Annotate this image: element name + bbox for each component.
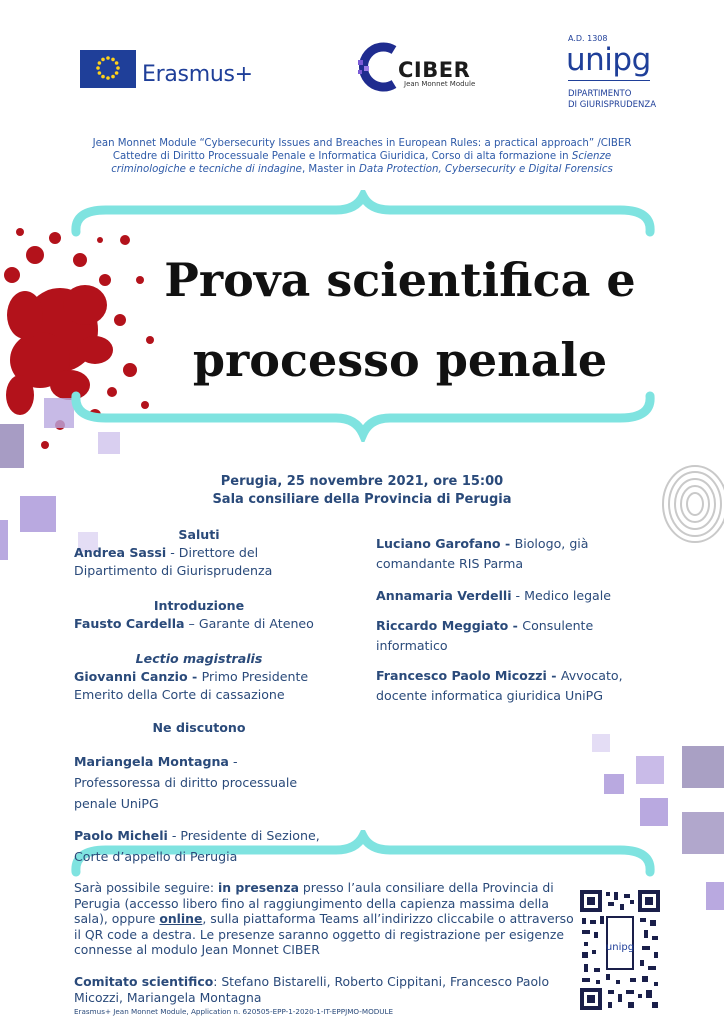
- unipg-logo: unipg: [566, 42, 651, 78]
- speakers-left: Saluti Andrea Sassi - Direttore del Dipartimento di Giurisprudenza Introduzione Fausto Cardella – Garante di Ateneo Lectio magistralis Giovanni Canzio - Primo Presidente Emerito della Corte di cassazione Ne discutono Mariangela Montagna - Professoressa di diritto processuale penale UniPG Paolo Micheli - Presidente di Sezione, Corte d’appello di Perugia: [74, 526, 324, 867]
- unipg-divider: [568, 80, 650, 81]
- decor-square: [592, 734, 610, 752]
- unipg-department: DIPARTIMENTO DI GIURISPRUDENZA: [568, 89, 657, 110]
- speaker-micheli: Paolo Micheli - Presidente di Sezione, Corte d’appello di Perugia: [74, 828, 320, 864]
- decor-square: [636, 756, 664, 784]
- fingerprint-icon: [655, 462, 724, 544]
- attendance-info: Sarà possibile seguire: in presenza presso l’aula consiliare della Provincia di Perugia (accesso libero fino al raggiungimento della capienza massima della sala), oppure online, sulla piattaforma Teams all’indirizzo cliccabile o attraverso il QR code a destra. Le presenze saranno oggetto di registrazione per esigenze connesse al modulo Jean Monnet CIBER: [74, 880, 574, 958]
- decor-square: [0, 520, 8, 560]
- decor-square: [706, 882, 724, 910]
- decor-square: [604, 774, 624, 794]
- ciber-label: CIBER: [398, 58, 471, 82]
- speaker-montagna: Mariangela Montagna - Professoressa di diritto processuale penale UniPG: [74, 754, 298, 811]
- ciber-sublabel: Jean Monnet Module: [404, 80, 476, 88]
- page-title: Prova scientifica e processo penale: [164, 253, 636, 387]
- speaker-garofano: Luciano Garofano - Biologo, già comandante RIS Parma: [376, 536, 589, 571]
- speaker-micozzi: Francesco Paolo Micozzi - Avvocato, docente informatica giuridica UniPG: [376, 668, 623, 703]
- ciber-logo-icon: [358, 42, 402, 92]
- intro-text: Jean Monnet Module “Cybersecurity Issues and Breaches in European Rules: a practical approach” /CIBER Cattedre di Diritto Processuale Penale e Informatica Giuridica, Corso di alta formazione in Scienze criminologiche e tecniche di indagine, Master in Data Protection, Cybersecurity e Digital Forensics: [92, 138, 632, 175]
- speakers-right: [376, 534, 646, 706]
- decor-square: [640, 798, 668, 826]
- decor-square: [682, 812, 724, 854]
- eu-flag-icon: [80, 50, 136, 88]
- decor-square: [682, 746, 724, 788]
- speaker-canzio: Giovanni Canzio - Primo Presidente Emerito della Corte di cassazione: [74, 669, 309, 702]
- speaker-cardella: Fausto Cardella – Garante di Ateneo: [74, 616, 314, 631]
- decor-square: [20, 496, 56, 532]
- erasmus-label: Erasmus+: [142, 62, 253, 87]
- curly-brace-icon: [66, 190, 660, 240]
- event-info: Perugia, 25 novembre 2021, ore 15:00 Sala consiliare della Provincia di Perugia: [212, 474, 512, 507]
- qr-label: unipg: [605, 942, 635, 953]
- application-number: Erasmus+ Jean Monnet Module, Application n. 620505-EPP-1-2020-1-IT-EPPJMO-MODULE: [74, 1007, 394, 1016]
- online-link[interactable]: online: [159, 911, 203, 927]
- scientific-committee: Comitato scientifico: Stefano Bistarelli, Roberto Cippitani, Francesco Paolo Micozzi, Mariangela Montagna: [74, 974, 550, 1005]
- decor-square: [0, 424, 24, 468]
- speaker-sassi: Andrea Sassi - Direttore del Dipartimento di Giurisprudenza: [74, 545, 273, 578]
- speaker-verdelli: Annamaria Verdelli - Medico legale: [376, 588, 612, 603]
- unipg-year: A.D. 1308: [568, 34, 608, 43]
- speaker-meggiato: Riccardo Meggiato - Consulente informatico: [376, 618, 594, 653]
